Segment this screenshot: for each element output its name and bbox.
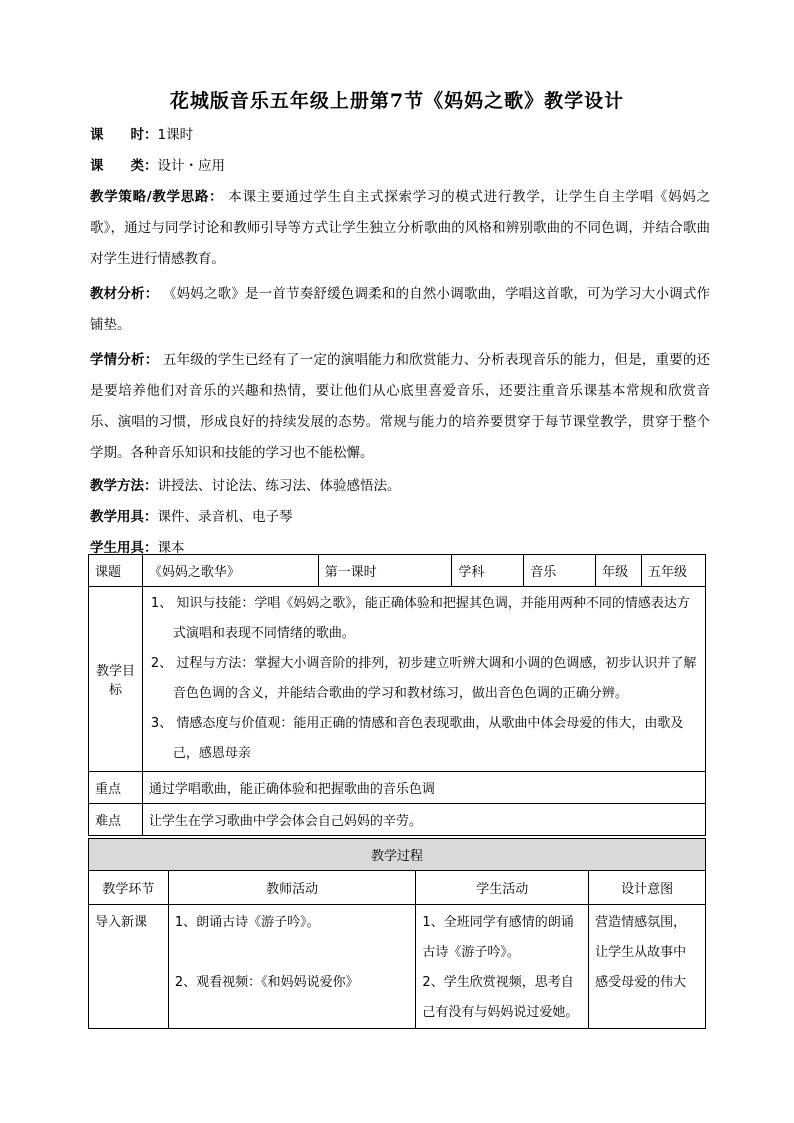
column-header: 教师活动	[168, 871, 416, 905]
stage-cell: 导入新课	[89, 905, 169, 1029]
subject-label: 学科	[452, 555, 524, 587]
student-tools-text: 课本	[157, 540, 185, 556]
teaching-process-table	[88, 838, 706, 1029]
strategy-text: 本课主要通过学生自主式探索学习的模式进行教学，让学生自主学唱《妈妈之歌》，通过与同学讨论和教师引导等方式让学生独立分析歌曲的风格和辨别歌曲的不同色调，并结合歌曲对学生进行情感教育。	[90, 189, 710, 267]
goal-item: 3、 情感态度与价值观：能用正确的情感和音色表现歌曲，从歌曲中体会母爱的伟大，由歌及己，感恩母亲	[150, 716, 684, 761]
students-paragraph	[90, 345, 710, 469]
teacher-activity-item: 2、观看视频：《和妈妈说爱你》	[174, 975, 359, 990]
students-label: 学情分析：	[90, 352, 159, 368]
key-point-value: 通过学唱歌曲，能正确体验和把握歌曲的音乐色调	[142, 772, 705, 804]
class-type-value: 设计・应用	[157, 158, 225, 174]
class-hours-line	[90, 120, 710, 151]
tools-line	[90, 502, 710, 533]
topic-label: 课题	[89, 555, 143, 587]
column-header: 学生活动	[416, 871, 589, 905]
student-tools-label: 学生用具：	[90, 540, 158, 556]
key-point-label: 重点	[89, 772, 143, 804]
material-label: 教材分析：	[90, 286, 159, 302]
grade-label: 年级	[596, 555, 642, 587]
strategy-label: 教学策略/教学思路：	[90, 189, 224, 205]
class-hours-label: 课 时：	[90, 127, 158, 143]
page-title: 花城版音乐五年级上册第7节《妈妈之歌》教学设计	[169, 90, 625, 112]
column-header: 设计意图	[589, 871, 706, 905]
key-point-row	[89, 772, 706, 804]
methods-line	[90, 471, 710, 502]
goal-item: 1、 知识与技能：学唱《妈妈之歌》，能正确体验和把握其色调，并能用两种不同的情感表达方式演唱和表现不同情绪的歌曲。	[150, 596, 690, 641]
material-text: 《妈妈之歌》是一首节奏舒缓色调柔和的自然小调歌曲，学唱这首歌，可为学习大小调式作铺垫。	[90, 286, 711, 333]
student-activity-item: 2、学生欣赏视频，思考自己有没有与妈妈说过爱她。	[422, 975, 579, 1020]
class-type-label: 课 类：	[90, 158, 158, 174]
teacher-activity-cell	[168, 905, 416, 1029]
material-paragraph	[90, 279, 710, 341]
tools-label: 教学用具：	[90, 509, 158, 525]
students-text: 五年级的学生已经有了一定的演唱能力和欣赏能力、分析表现音乐的能力，但是，重要的还是要培养他们对音乐的兴趣和热情，要让他们从心底里喜爱音乐，还要注重音乐课基本常规和欣赏音乐、演唱的习惯，形成良好的持续发展的态势。常规与能力的培养要贯穿于每节课堂教学，贯穿于整个学期。各种音乐知识和技能的学习也不能松懈。	[90, 352, 711, 461]
column-header: 教学环节	[89, 871, 169, 905]
goals-cell	[142, 587, 705, 772]
table-row	[89, 905, 706, 1029]
lesson-value: 第一课时	[318, 555, 452, 587]
tools-text: 课件、录音机、电子琴	[157, 509, 293, 525]
goals-label: 教学目标	[89, 587, 143, 772]
subject-value: 音乐	[524, 555, 596, 587]
topic-value: 《妈妈之歌华》	[142, 555, 318, 587]
methods-label: 教学方法：	[90, 478, 158, 494]
teacher-activity-item: 1、朗诵古诗《游子吟》。	[174, 915, 320, 930]
difficulty-row	[89, 804, 706, 836]
student-activity-item: 1、全班同学有感情的朗诵古诗《游子吟》。	[422, 915, 574, 960]
goal-item: 2、 过程与方法：掌握大小调音阶的排列，初步建立听辨大调和小调的色调感，初步认识并了解音色色调的含义，并能结合歌曲的学习和教材练习，做出音色色调的正确分辨。	[150, 656, 697, 701]
strategy-paragraph	[90, 182, 710, 275]
design-intent-cell: 营造情感氛围，让学生从故事中感受母爱的伟大	[589, 905, 706, 1029]
difficulty-value: 让学生在学习歌曲中学会体会自己妈妈的辛劳。	[142, 804, 705, 836]
grade-value: 五年级	[642, 555, 706, 587]
lesson-meta	[90, 120, 710, 564]
process-heading: 教学过程	[89, 839, 706, 871]
class-type-line	[90, 151, 710, 182]
topic-row	[89, 555, 706, 587]
student-activity-cell	[416, 905, 589, 1029]
lesson-info-table	[88, 554, 706, 836]
methods-text: 讲授法、讨论法、练习法、体验感悟法。	[157, 478, 401, 494]
difficulty-label: 难点	[89, 804, 143, 836]
process-header-row	[89, 871, 706, 905]
goals-row	[89, 587, 706, 772]
class-hours-value: 1课时	[157, 127, 194, 143]
